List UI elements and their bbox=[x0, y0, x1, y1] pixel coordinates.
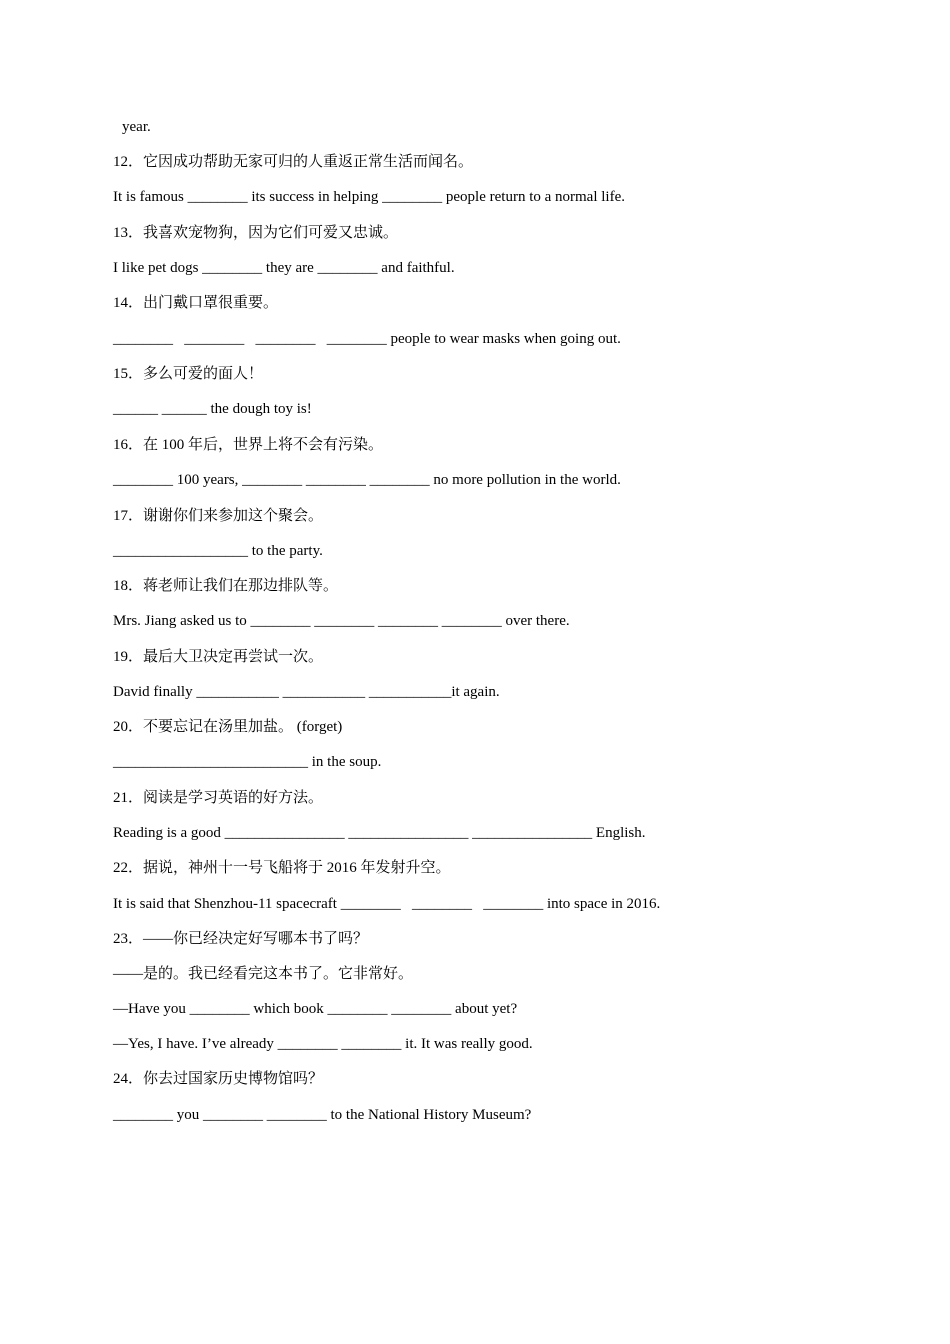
question-23-answer-a: —Have you ________ which book ________ ________ about yet? bbox=[113, 1001, 518, 1017]
question-21-answer: Reading is a good ________________ ________________ ________________ English. bbox=[113, 825, 646, 841]
question-19-prompt: 19．最后大卫决定再尝试一次。 bbox=[113, 649, 324, 665]
question-12-prompt: 12．它因成功帮助无家可归的人重返正常生活而闻名。 bbox=[113, 154, 474, 170]
question-14-prompt: 14．出门戴口罩很重要。 bbox=[113, 295, 279, 311]
question-22-answer: It is said that Shenzhou-11 spacecraft ________ ________ ________ into space in 2016. bbox=[113, 896, 661, 912]
question-16-prompt: 16．在 100 年后，世界上将不会有污染。 bbox=[113, 437, 384, 453]
question-18-prompt: 18．蒋老师让我们在那边排队等。 bbox=[113, 578, 339, 594]
question-13-prompt: 13．我喜欢宠物狗，因为它们可爱又忠诚。 bbox=[113, 225, 399, 241]
question-16-answer: ________ 100 years, ________ ________ ________ no more pollution in the world. bbox=[113, 472, 621, 488]
question-24-prompt: 24．你去过国家历史博物馆吗？ bbox=[113, 1071, 324, 1087]
question-15-answer: ______ ______ the dough toy is! bbox=[113, 401, 312, 417]
question-20-prompt: 20．不要忘记在汤里加盐。 (forget) bbox=[113, 719, 343, 735]
question-22-prompt: 22．据说，神州十一号飞船将于 2016 年发射升空。 bbox=[113, 860, 451, 876]
question-18-answer: Mrs. Jiang asked us to ________ ________ ________ ________ over there. bbox=[113, 613, 570, 629]
question-12-answer: It is famous ________ its success in helping ________ people return to a normal life. bbox=[113, 189, 625, 205]
question-19-answer: David finally ___________ ___________ ___________it again. bbox=[113, 684, 500, 700]
question-14-answer: ________ ________ ________ ________ people to wear masks when going out. bbox=[113, 331, 621, 347]
question-17-answer: __________________ to the party. bbox=[113, 543, 323, 559]
question-23-prompt-a: 23．——你已经决定好写哪本书了吗？ bbox=[113, 931, 369, 947]
question-17-prompt: 17．谢谢你们来参加这个聚会。 bbox=[113, 508, 324, 524]
continued-line: year. bbox=[122, 119, 151, 135]
question-23-prompt-b: ——是的。我已经看完这本书了。它非常好。 bbox=[113, 966, 414, 982]
question-15-prompt: 15．多么可爱的面人！ bbox=[113, 366, 264, 382]
question-13-answer: I like pet dogs ________ they are ________ and faithful. bbox=[113, 260, 455, 276]
question-23-answer-b: —Yes, I have. I’ve already ________ ________ it. It was really good. bbox=[113, 1036, 533, 1052]
question-24-answer: ________ you ________ ________ to the National History Museum? bbox=[113, 1107, 532, 1123]
question-20-answer: __________________________ in the soup. bbox=[113, 754, 382, 770]
question-21-prompt: 21．阅读是学习英语的好方法。 bbox=[113, 790, 324, 806]
